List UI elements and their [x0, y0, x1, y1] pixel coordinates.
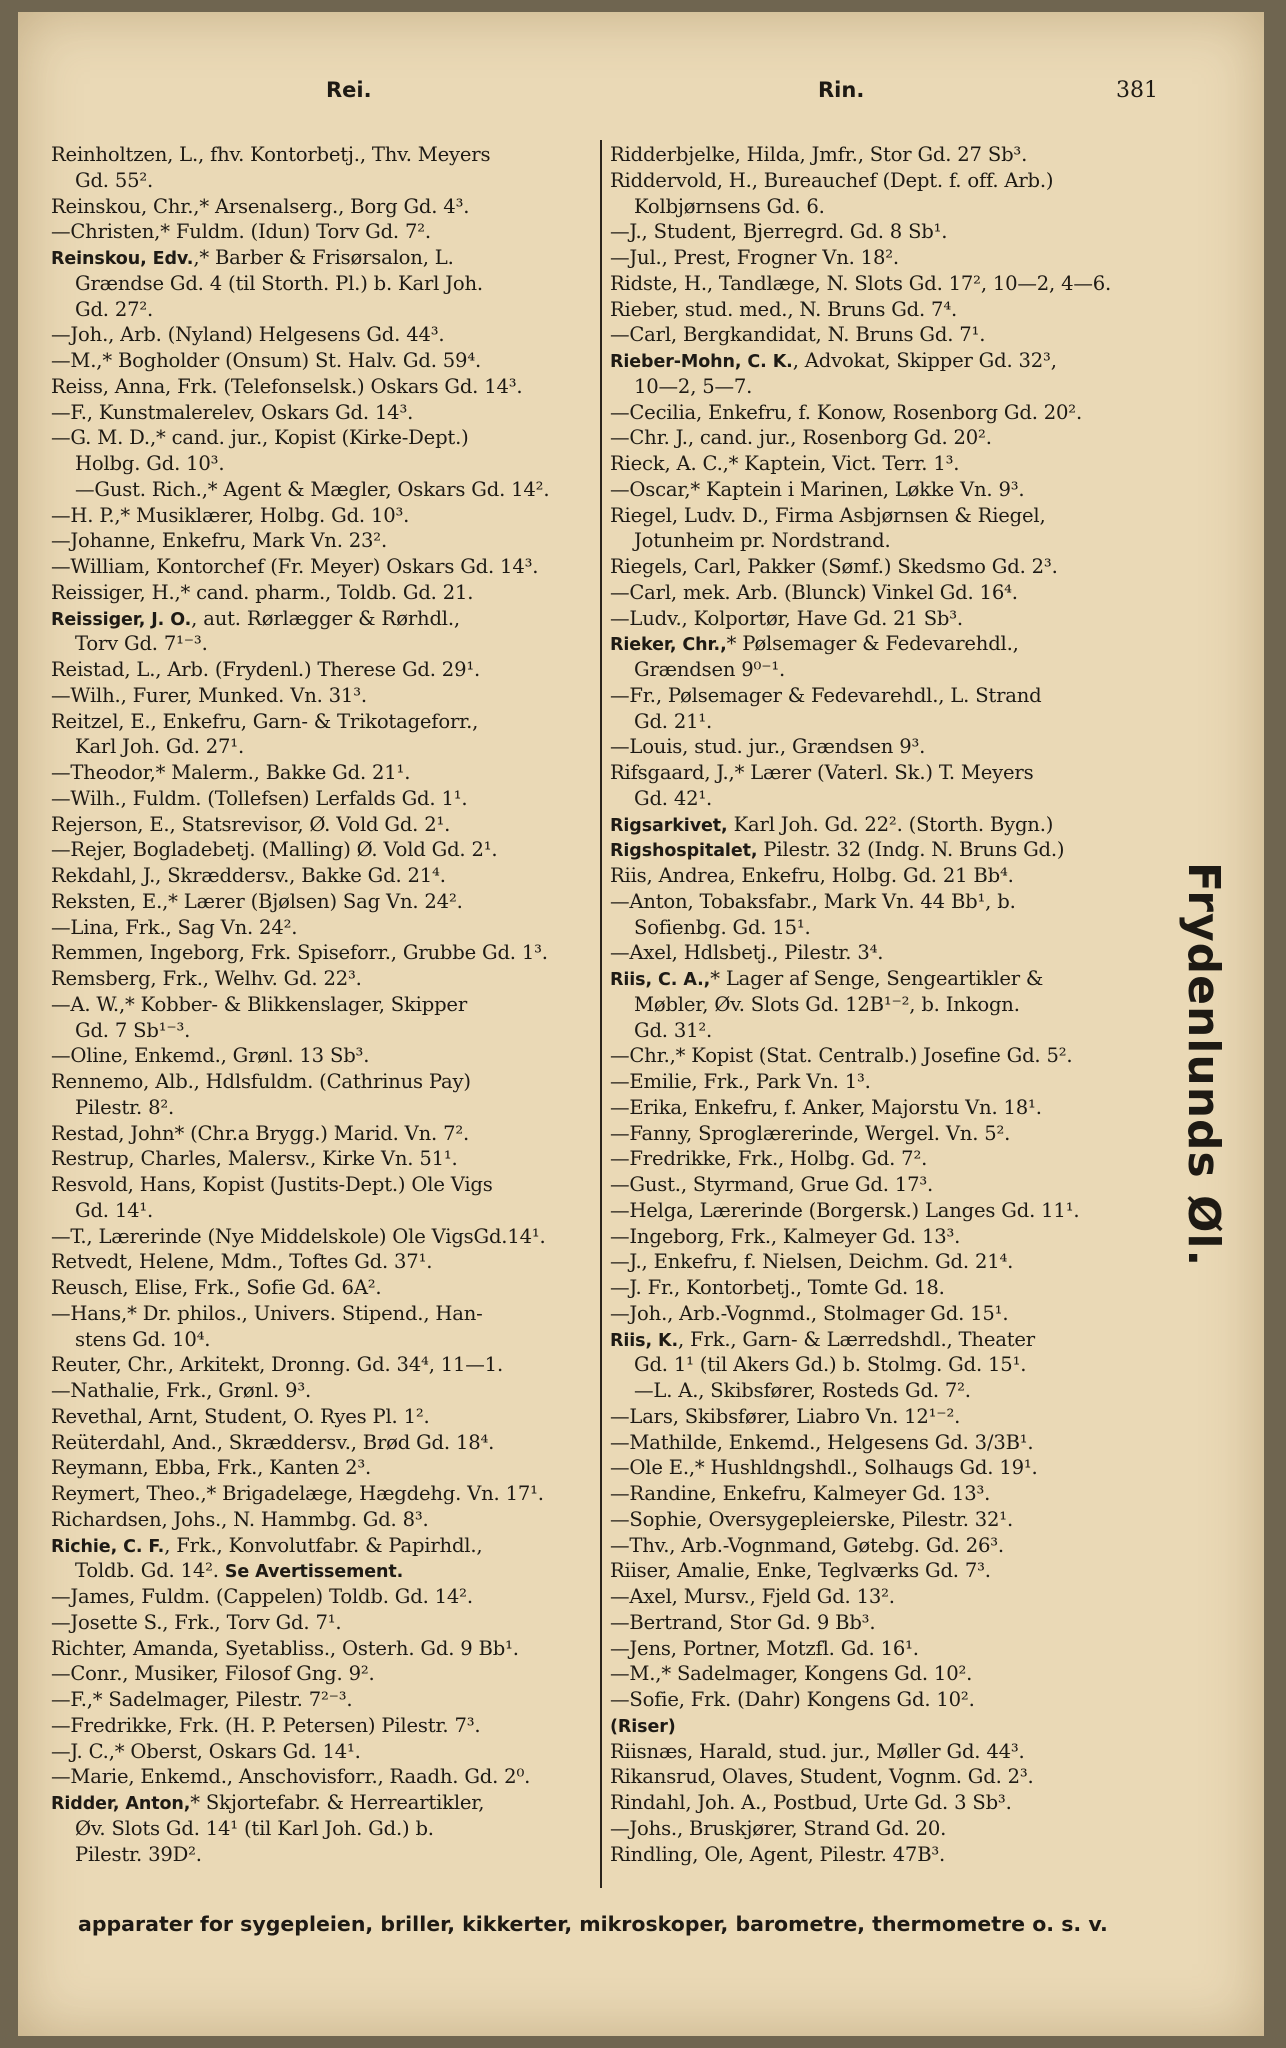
running-head-center: Rin. [818, 78, 865, 102]
directory-entry-line [51, 1275, 613, 1301]
directory-entry-line [51, 1404, 613, 1430]
entry-text: ,* Barber & Frisørsalon, L. [193, 246, 454, 269]
directory-entry-line [51, 966, 613, 992]
directory-entry-line [610, 477, 1180, 503]
directory-entry-line [610, 142, 1180, 168]
entry-text: Reymert, Theo.,* Brigadelæge, Hægdehg. Vn. 17¹. [51, 1482, 544, 1505]
directory-entry-line [610, 966, 1180, 992]
entry-text: —Cecilia, Enkefru, f. Konow, Rosenborg Gd. 20². [610, 400, 1082, 424]
entry-text: Torv Gd. 7¹⁻³. [75, 632, 208, 656]
entry-text: Reinholtzen, L., fhv. Kontorbetj., Thv. Meyers [51, 143, 491, 166]
directory-entry-line [610, 1018, 1180, 1044]
directory-entry-line [610, 1610, 1180, 1636]
directory-entry-line [51, 1533, 613, 1559]
directory-entry-line [51, 1661, 613, 1687]
directory-entry-line [610, 683, 1180, 709]
entry-text: Kolbjørnsens Gd. 6. [634, 194, 825, 218]
directory-entry-line [51, 786, 613, 812]
entry-text: Restrup, Charles, Malersv., Kirke Vn. 51¹. [51, 1147, 458, 1171]
entry-text: —F.,* Sadelmager, Pilestr. 7²⁻³. [51, 1688, 353, 1711]
directory-entry-line [51, 1043, 613, 1069]
directory-entry-line [610, 322, 1180, 348]
entry-text: Remmen, Ingeborg, Frk. Spiseforr., Grubbe Gd. 1³. [51, 941, 548, 965]
directory-entry-line [610, 1584, 1180, 1610]
entry-text: Gd. 7 Sb¹⁻³. [75, 1018, 191, 1042]
directory-entry-line [610, 1455, 1180, 1481]
entry-text: —James, Fuldm. (Cappelen) Toldb. Gd. 14². [51, 1585, 473, 1608]
directory-entry-line [51, 322, 613, 348]
entry-text: —A. W.,* Kobber- & Blikkenslager, Skipper [51, 992, 467, 1016]
entry-text: Resvold, Hans, Kopist (Justits-Dept.) Ole Vigs [51, 1173, 493, 1196]
directory-entry-line [610, 940, 1180, 966]
entry-text: Rifsgaard, J.,* Lærer (Vaterl. Sk.) T. Meyers [610, 761, 1034, 784]
entry-name-bold: Rieber-Mohn, C. K. [610, 352, 793, 372]
sidebar-advertisement: Frydenlunds Øl. [1178, 862, 1229, 1268]
directory-entry-line [51, 992, 613, 1018]
directory-entry-line [610, 425, 1180, 451]
entry-text: —Gust., Styrmand, Grue Gd. 17³. [610, 1173, 934, 1196]
entry-text: Revethal, Arnt, Student, O. Ryes Pl. 1². [51, 1404, 430, 1428]
entry-text: —Oscar,* Kaptein i Marinen, Løkke Vn. 9³. [610, 477, 1025, 501]
directory-entry-line [51, 734, 613, 760]
directory-entry-line [610, 992, 1180, 1018]
directory-entry-line [610, 1404, 1180, 1430]
entry-name-bold: Riis, C. A., [610, 970, 711, 990]
entry-text: Riegels, Carl, Pakker (Sømf.) Skedsmo Gd. 2³. [610, 555, 1058, 578]
right-column [610, 142, 1180, 1867]
directory-entry-line [51, 477, 613, 503]
directory-entry-line [51, 168, 613, 194]
directory-entry-line [51, 1713, 613, 1739]
entry-text: Retvedt, Helene, Mdm., Toftes Gd. 37¹. [51, 1250, 433, 1274]
entry-text: —Rejer, Bogladebetj. (Malling) Ø. Vold Gd. 2¹. [51, 838, 498, 862]
entry-text: Gd. 31². [634, 1018, 713, 1042]
directory-entry-line [51, 271, 613, 297]
directory-entry-line [51, 374, 613, 400]
entry-text: —T., Lærerinde (Nye Middelskole) Ole VigsGd.14¹. [51, 1224, 546, 1248]
entry-text: Richardsen, Johs., N. Hammbg. Gd. 8³. [51, 1507, 429, 1531]
entry-text: —Fredrikke, Frk., Holbg. Gd. 7². [610, 1147, 928, 1171]
directory-entry-line [51, 1249, 613, 1275]
directory-entry-line [610, 1249, 1180, 1275]
directory-entry-line [610, 297, 1180, 323]
directory-entry-line [51, 1507, 613, 1533]
entry-text: —Fanny, Sproglærerinde, Wergel. Vn. 5². [610, 1121, 1011, 1145]
entry-text: Pilestr. 39D². [75, 1842, 202, 1866]
entry-text: Sofienbg. Gd. 15¹. [634, 915, 811, 939]
directory-entry-line [51, 1172, 613, 1198]
directory-entry-line [51, 219, 613, 245]
running-head-left: Rei. [326, 78, 372, 102]
entry-text: , Advokat, Skipper Gd. 32³, [792, 349, 1057, 372]
entry-text: —William, Kontorchef (Fr. Meyer) Oskars Gd. 14³. [51, 555, 539, 578]
entry-text: Pilestr. 8². [75, 1095, 175, 1119]
directory-entry-line [51, 400, 613, 426]
directory-entry-line [610, 709, 1180, 735]
entry-text: —Wilh., Furer, Munked. Vn. 31³. [51, 683, 367, 707]
entry-text: —Hans,* Dr. philos., Univers. Stipend., Han- [51, 1301, 483, 1325]
directory-entry-line [610, 1378, 1180, 1404]
entry-text: Riddervold, H., Bureauchef (Dept. f. off. Arb.) [610, 168, 1054, 192]
directory-entry-line [610, 1636, 1180, 1662]
entry-text: Riis, Andrea, Enkefru, Holbg. Gd. 21 Bb⁴. [610, 864, 1014, 887]
entry-name-bold: Rieker, Chr., [610, 635, 727, 656]
entry-text: —Ingeborg, Frk., Kalmeyer Gd. 13³. [610, 1224, 961, 1248]
entry-text: —Bertrand, Stor Gd. 9 Bb³. [610, 1610, 876, 1634]
directory-entry-line [51, 1018, 613, 1044]
entry-text: —Axel, Hdlsbetj., Pilestr. 3⁴. [610, 941, 884, 965]
entry-text: stens Gd. 10⁴. [75, 1327, 211, 1351]
entry-text: —Oline, Enkemd., Grønl. 13 Sb³. [51, 1044, 370, 1068]
entry-text: Riisnæs, Harald, stud. jur., Møller Gd. 44³. [610, 1739, 1025, 1763]
directory-entry-line [610, 245, 1180, 271]
entry-text: —Fr., Pølsemager & Fedevarehdl., L. Strand [610, 683, 1042, 707]
directory-entry-line [610, 1275, 1180, 1301]
entry-text: * Lager af Senge, Sengeartikler & [710, 967, 1044, 990]
entry-text: —Johs., Bruskjører, Strand Gd. 20. [610, 1816, 947, 1840]
directory-entry-line [51, 1739, 613, 1765]
entry-text: Reüterdahl, And., Skræddersv., Brød Gd. 18⁴. [51, 1430, 495, 1454]
directory-entry-line [51, 1558, 613, 1584]
directory-entry-line [51, 451, 613, 477]
entry-name-bold: (Riser) [610, 1716, 676, 1737]
directory-entry-line [610, 374, 1180, 400]
entry-text: —M.,* Sadelmager, Kongens Gd. 10². [610, 1662, 973, 1686]
directory-entry-line [51, 657, 613, 683]
directory-entry-line [51, 1584, 613, 1610]
entry-text: —Chr. J., cand. jur., Rosenborg Gd. 20². [610, 426, 992, 450]
directory-entry-line [610, 606, 1180, 632]
directory-entry-line [610, 657, 1180, 683]
directory-entry-line [51, 1378, 613, 1404]
entry-text: Ridste, H., Tandlæge, N. Slots Gd. 17², 10—2, 4—6. [610, 271, 1112, 295]
directory-entry-line [610, 1172, 1180, 1198]
entry-text: —Ole E.,* Hushldngshdl., Solhaugs Gd. 19¹. [610, 1456, 1038, 1480]
directory-entry-line [51, 1687, 613, 1713]
entry-text: Restad, John* (Chr.a Brygg.) Marid. Vn. 7². [51, 1121, 470, 1145]
entry-text: Rekdahl, J., Skræddersv., Bakke Gd. 21⁴. [51, 864, 446, 887]
entry-text: —H. P.,* Musiklærer, Holbg. Gd. 10³. [51, 503, 410, 527]
entry-name-bold: Reissiger, J. O. [51, 609, 192, 630]
entry-text: Pilestr. 32 (Indg. N. Bruns Gd.) [757, 838, 1065, 862]
entry-text: —L. A., Skibsfører, Rosteds Gd. 7². [634, 1379, 971, 1402]
entry-name-bold: Richie, C. F. [51, 1536, 165, 1557]
entry-text: —Christen,* Fuldm. (Idun) Torv Gd. 7². [51, 220, 431, 244]
entry-text: —Emilie, Frk., Park Vn. 1³. [610, 1070, 871, 1093]
entry-text: Reksten, E.,* Lærer (Bjølsen) Sag Vn. 24². [51, 889, 463, 913]
directory-entry-line [610, 1481, 1180, 1507]
entry-text: Karl Joh. Gd. 27¹. [75, 735, 244, 759]
entry-text: —Joh., Arb. (Nyland) Helgesens Gd. 44³. [51, 323, 445, 347]
entry-text: —Ludv., Kolportør, Have Gd. 21 Sb³. [610, 606, 963, 630]
directory-entry-line [51, 812, 613, 838]
directory-entry-line [610, 1558, 1180, 1584]
directory-entry-line [610, 451, 1180, 477]
entry-text: Rieck, A. C.,* Kaptein, Vict. Terr. 1³. [610, 452, 960, 475]
entry-text: —Jens, Portner, Motzfl. Gd. 16¹. [610, 1636, 919, 1660]
directory-entry-line [51, 606, 613, 632]
entry-text: —Nathalie, Frk., Grønl. 9³. [51, 1379, 312, 1402]
directory-entry-line [51, 1842, 613, 1868]
directory-entry-line [610, 1327, 1180, 1353]
entry-text: Møbler, Øv. Slots Gd. 12B¹⁻², b. Inkogn. [634, 992, 1020, 1016]
directory-entry-line [51, 1610, 613, 1636]
entry-text: —Wilh., Fuldm. (Tollefsen) Lerfalds Gd. 1¹. [51, 786, 468, 810]
directory-entry-line [51, 1430, 613, 1456]
directory-entry-line [610, 194, 1180, 220]
directory-entry-line [51, 1327, 613, 1353]
entry-text: Grændse Gd. 4 (til Storth. Pl.) b. Karl Joh. [75, 271, 483, 295]
entry-text: Gd. 27². [75, 297, 154, 321]
entry-text: —Fredrikke, Frk. (H. P. Petersen) Pilestr. 7³. [51, 1713, 481, 1737]
entry-text: Grændsen 9⁰⁻¹. [634, 658, 786, 681]
entry-name-bold: Rigshospitalet, [610, 841, 758, 862]
entry-text: Gd. 55². [75, 168, 154, 192]
entry-text: —Theodor,* Malerm., Bakke Gd. 21¹. [51, 761, 411, 784]
directory-entry-line [51, 940, 613, 966]
entry-text: —Lina, Frk., Sag Vn. 24². [51, 915, 298, 939]
entry-text: —J. Fr., Kontorbetj., Tomte Gd. 18. [610, 1276, 945, 1299]
entry-text: —Randine, Enkefru, Kalmeyer Gd. 13³. [610, 1482, 991, 1505]
entry-text: Rindling, Ole, Agent, Pilestr. 47B³. [610, 1842, 946, 1866]
directory-entry-line [51, 528, 613, 554]
entry-text: —Chr.,* Kopist (Stat. Centralb.) Josefine Gd. 5². [610, 1044, 1073, 1068]
entry-text: Gd. 14¹. [75, 1198, 154, 1222]
directory-entry-line [51, 1636, 613, 1662]
entry-text: —J., Enkefru, f. Nielsen, Deichm. Gd. 21⁴. [610, 1250, 1014, 1274]
directory-entry-line [610, 503, 1180, 529]
directory-entry-line [51, 297, 613, 323]
entry-name-bold: Riis, K. [610, 1330, 679, 1351]
entry-text: —Gust. Rich.,* Agent & Mægler, Oskars Gd. 14². [75, 477, 550, 501]
directory-entry-line [610, 1842, 1180, 1868]
directory-entry-line [610, 1816, 1180, 1842]
directory-entry-line [51, 760, 613, 786]
directory-entry-line [610, 580, 1180, 606]
entry-text: —Marie, Enkemd., Anschovisforr., Raadh. Gd. 2⁰. [51, 1765, 531, 1789]
left-column [51, 142, 613, 1867]
entry-text: Rennemo, Alb., Hdlsfuldm. (Cathrinus Pay) [51, 1070, 471, 1093]
directory-entry-line [51, 1224, 613, 1250]
directory-entry-line [610, 1069, 1180, 1095]
entry-text: —Carl, Bergkandidat, N. Bruns Gd. 7¹. [610, 323, 986, 347]
entry-text: Reistad, L., Arb. (Frydenl.) Therese Gd. 29¹. [51, 658, 481, 681]
directory-entry-line [610, 786, 1180, 812]
directory-entry-line [610, 528, 1180, 554]
directory-entry-line [610, 889, 1180, 915]
directory-entry-line [610, 348, 1180, 374]
directory-entry-line [51, 1455, 613, 1481]
entry-text: —Conr., Musiker, Filosof Gng. 9². [51, 1662, 375, 1686]
entry-text: Richter, Amanda, Syetabliss., Osterh. Gd. 9 Bb¹. [51, 1636, 519, 1660]
entry-text: —M.,* Bogholder (Onsum) St. Halv. Gd. 59⁴. [51, 349, 481, 372]
entry-text: Reitzel, E., Enkefru, Garn- & Trikotageforr., [51, 709, 479, 733]
entry-text: Gd. 42¹. [634, 786, 713, 810]
entry-text: Rejerson, E., Statsrevisor, Ø. Vold Gd. 2¹. [51, 812, 451, 836]
directory-entry-line [51, 1121, 613, 1147]
directory-entry-line [51, 1146, 613, 1172]
directory-entry-line [51, 889, 613, 915]
directory-entry-line [51, 348, 613, 374]
directory-entry-line [610, 812, 1180, 838]
entry-text: Holbg. Gd. 10³. [75, 452, 225, 475]
entry-text: —Sofie, Frk. (Dahr) Kongens Gd. 10². [610, 1688, 975, 1711]
entry-text: —Josette S., Frk., Torv Gd. 7¹. [51, 1610, 342, 1634]
entry-text: Remsberg, Frk., Welhv. Gd. 22³. [51, 967, 362, 990]
entry-text: Rieber, stud. med., N. Bruns Gd. 7⁴. [610, 297, 958, 321]
entry-text: —Johanne, Enkefru, Mark Vn. 23². [51, 529, 387, 553]
directory-entry-line [51, 1352, 613, 1378]
directory-entry-line [610, 1352, 1180, 1378]
entry-text: —F., Kunstmalerelev, Oskars Gd. 14³. [51, 400, 414, 424]
entry-text: Reuter, Chr., Arkitekt, Dronng. Gd. 34⁴, 11—1. [51, 1353, 503, 1377]
directory-entry-line [610, 1146, 1180, 1172]
entry-text: Riiser, Amalie, Enke, Teglværks Gd. 7³. [610, 1559, 991, 1583]
entry-text: Reinskou, Chr.,* Arsenalserg., Borg Gd. 4³. [51, 194, 470, 218]
directory-entry-line [610, 1430, 1180, 1456]
entry-name-bold: Rigsarkivet, [610, 815, 728, 836]
entry-text: , Frk., Garn- & Lærredshdl., Theater [678, 1327, 1035, 1351]
entry-text: Ridderbjelke, Hilda, Jmfr., Stor Gd. 27 Sb³. [610, 143, 1028, 166]
entry-text: —Louis, stud. jur., Grændsen 9³. [610, 735, 926, 759]
entry-text: * Pølsemager & Fedevarehdl., [726, 632, 1019, 656]
page-number: 381 [1116, 78, 1158, 103]
directory-entry-line [610, 400, 1180, 426]
entry-text: Øv. Slots Gd. 14¹ (til Karl Joh. Gd.) b. [75, 1816, 434, 1840]
entry-text: Reusch, Elise, Frk., Sofie Gd. 6A². [51, 1276, 382, 1299]
entry-text: Reiss, Anna, Frk. (Telefonselsk.) Oskars Gd. 14³. [51, 374, 523, 398]
entry-text: Gd. 21¹. [634, 709, 713, 733]
directory-entry-line [610, 271, 1180, 297]
entry-text: Rikansrud, Olaves, Student, Vognm. Gd. 2³. [610, 1765, 1034, 1789]
directory-entry-line [51, 1095, 613, 1121]
entry-text: Gd. 1¹ (til Akers Gd.) b. Stolmg. Gd. 15¹. [634, 1353, 1027, 1377]
directory-entry-line [51, 709, 613, 735]
entry-name-bold: Reinskou, Edv. [51, 249, 194, 269]
entry-text: 10—2, 5—7. [634, 374, 753, 398]
directory-entry-line [51, 863, 613, 889]
entry-text: Reymann, Ebba, Frk., Kanten 2³. [51, 1456, 372, 1480]
directory-entry-line [610, 1687, 1180, 1713]
entry-text: Jotunheim pr. Nordstrand. [634, 529, 891, 553]
entry-text: —J., Student, Bjerregrd. Gd. 8 Sb¹. [610, 220, 948, 244]
directory-entry-line [610, 1764, 1180, 1790]
directory-entry-line [51, 194, 613, 220]
entry-name-bold: Ridder, Anton, [51, 1794, 191, 1814]
directory-entry-line [51, 425, 613, 451]
entry-text: Karl Joh. Gd. 22². (Storth. Bygn.) [727, 812, 1054, 836]
directory-entry-line [51, 245, 613, 271]
entry-text: —Joh., Arb.-Vognmd., Stolmager Gd. 15¹. [610, 1301, 1009, 1325]
directory-entry-line [610, 1533, 1180, 1559]
entry-text: —J. C.,* Oberst, Oskars Gd. 14¹. [51, 1739, 361, 1763]
directory-entry-line [610, 1661, 1180, 1687]
entry-text: * Skjortefabr. & Herreartikler, [190, 1791, 485, 1814]
directory-entry-line [610, 1224, 1180, 1250]
directory-entry-line [51, 1816, 613, 1842]
directory-entry-line [610, 168, 1180, 194]
directory-entry-line [610, 1301, 1180, 1327]
directory-entry-line [610, 915, 1180, 941]
entry-text: —Sophie, Oversygepleierske, Pilestr. 32¹. [610, 1507, 1013, 1531]
entry-text: Toldb. Gd. 14². [75, 1559, 225, 1583]
directory-entry-line [610, 734, 1180, 760]
directory-entry-line [610, 760, 1180, 786]
directory-entry-line [610, 1095, 1180, 1121]
directory-entry-line [51, 1764, 613, 1790]
directory-entry-line [51, 142, 613, 168]
directory-entry-line [610, 554, 1180, 580]
entry-text: Rindahl, Joh. A., Postbud, Urte Gd. 3 Sb³. [610, 1791, 1012, 1814]
column-divider [600, 140, 602, 1888]
entry-text: Reissiger, H.,* cand. pharm., Toldb. Gd. 21. [51, 580, 474, 604]
footer-advertisement: apparater for sygepleien, briller, kikkerter, mikroskoper, barometre, thermometre o. s. v. [78, 1912, 1108, 1936]
directory-entry-line [610, 1713, 1180, 1739]
directory-entry-line [610, 1507, 1180, 1533]
directory-entry-line [51, 554, 613, 580]
entry-text: —Anton, Tobaksfabr., Mark Vn. 44 Bb¹, b. [610, 889, 1016, 913]
entry-text: —Thv., Arb.-Vognmand, Gøtebg. Gd. 26³. [610, 1533, 1004, 1557]
directory-entry-line [610, 1790, 1180, 1816]
directory-entry-line [51, 503, 613, 529]
directory-entry-line [610, 863, 1180, 889]
directory-entry-line [51, 580, 613, 606]
entry-text: —Helga, Lærerinde (Borgersk.) Langes Gd. 11¹. [610, 1198, 1080, 1222]
entry-text: , aut. Rørlægger & Rørhdl., [191, 606, 460, 630]
entry-text: —G. M. D.,* cand. jur., Kopist (Kirke-Dept.) [51, 426, 469, 450]
directory-entry-line [610, 1043, 1180, 1069]
directory-entry-line [51, 1481, 613, 1507]
entry-reference-bold: Se Avertissement. [224, 1562, 404, 1583]
directory-entry-line [610, 1121, 1180, 1147]
entry-text: —Jul., Prest, Frogner Vn. 18². [610, 246, 899, 269]
entry-text: —Mathilde, Enkemd., Helgesens Gd. 3/3B¹. [610, 1430, 1034, 1454]
directory-entry-line [51, 1790, 613, 1816]
entry-text: —Lars, Skibsfører, Liabro Vn. 12¹⁻². [610, 1404, 961, 1428]
directory-entry-line [610, 1739, 1180, 1765]
directory-entry-line [610, 219, 1180, 245]
directory-entry-line [51, 1198, 613, 1224]
entry-text: —Axel, Mursv., Fjeld Gd. 13². [610, 1585, 895, 1608]
directory-entry-line [51, 683, 613, 709]
entry-text: Riegel, Ludv. D., Firma Asbjørnsen & Riegel, [610, 503, 1046, 527]
directory-entry-line [51, 1301, 613, 1327]
entry-text: , Frk., Konvolutfabr. & Papirhdl., [164, 1533, 483, 1557]
entry-text: —Erika, Enkefru, f. Anker, Majorstu Vn. 18¹. [610, 1095, 1042, 1119]
directory-entry-line [51, 631, 613, 657]
directory-entry-line [51, 1069, 613, 1095]
directory-entry-line [610, 631, 1180, 657]
directory-entry-line [51, 915, 613, 941]
entry-text: —Carl, mek. Arb. (Blunck) Vinkel Gd. 16⁴. [610, 580, 1018, 604]
directory-entry-line [51, 837, 613, 863]
directory-entry-line [610, 1198, 1180, 1224]
directory-page [18, 12, 1264, 2036]
directory-entry-line [610, 837, 1180, 863]
